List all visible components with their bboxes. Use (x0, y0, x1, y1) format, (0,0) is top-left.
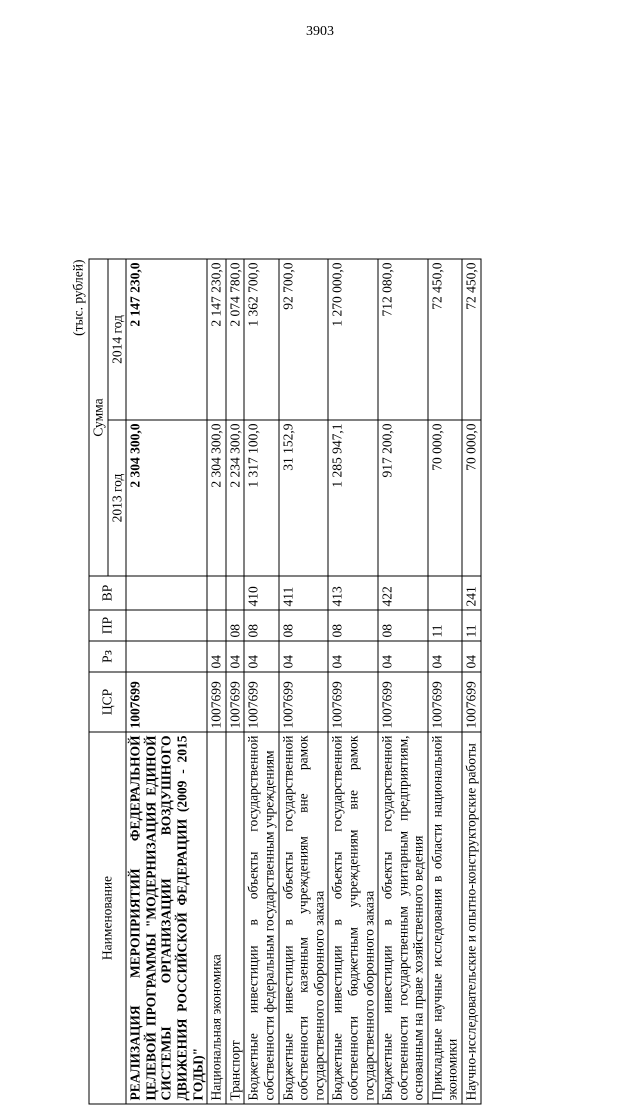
header-rz: Рз (89, 641, 126, 672)
row-vr (207, 576, 226, 610)
row-rz: 04 (279, 641, 329, 672)
row-2014: 2 074 780,0 (226, 259, 245, 420)
row-pr: 08 (244, 610, 278, 641)
row-rz: 04 (378, 641, 428, 672)
row-name: РЕАЛИЗАЦИЯ МЕРОПРИЯТИЙ ФЕДЕРАЛЬНОЙ ЦЕЛЕВОЙ ПРОГРАММЫ "МОДЕРНИЗАЦИЯ ЕДИНОЙ СИСТЕМЫ ОРГАНИЗАЦИИ ВОЗДУШНОГО ДВИЖЕНИЯ РОССИЙСКОЙ ФЕДЕРАЦИИ (2009 - 2015 ГОДЫ)" (126, 732, 207, 1104)
row-2013: 917 200,0 (378, 420, 428, 576)
row-vr (226, 576, 245, 610)
header-csr: ЦСР (89, 672, 126, 732)
row-rz: 04 (207, 641, 226, 672)
row-2014: 1 362 700,0 (244, 259, 278, 420)
row-2013: 2 304 300,0 (207, 420, 226, 576)
row-2013: 2 304 300,0 (126, 420, 207, 576)
header-2014: 2014 год (108, 259, 127, 420)
row-pr: 11 (462, 610, 481, 641)
table-row (226, 259, 245, 1104)
units-label: (тыс. рублей) (70, 259, 86, 336)
row-2013: 2 234 300,0 (226, 420, 245, 576)
table-body (126, 259, 480, 1104)
row-2013: 1 317 100,0 (244, 420, 278, 576)
row-name: Бюджетные инвестиции в объекты государственной собственности государственным унитарным предприятиям, основанным на праве хозяйственного ведения (378, 732, 428, 1104)
row-vr (126, 576, 207, 610)
row-rz: 04 (328, 641, 378, 672)
row-2014: 2 147 230,0 (126, 259, 207, 420)
row-csr: 1007699 (328, 672, 378, 732)
row-2014: 72 450,0 (462, 259, 481, 420)
table-row (328, 259, 378, 1104)
row-pr: 08 (226, 610, 245, 641)
row-pr: 11 (428, 610, 462, 641)
table-row (428, 259, 462, 1104)
row-name: Научно-исследовательские и опытно-конструкторские работы (462, 732, 481, 1104)
row-2013: 70 000,0 (462, 420, 481, 576)
row-pr: 08 (328, 610, 378, 641)
row-rz: 04 (428, 641, 462, 672)
row-2014: 92 700,0 (279, 259, 329, 420)
row-csr: 1007699 (279, 672, 329, 732)
header-name: Наименование (89, 732, 126, 1104)
row-csr: 1007699 (428, 672, 462, 732)
row-csr: 1007699 (126, 672, 207, 732)
row-csr: 1007699 (244, 672, 278, 732)
page-number: 3903 (306, 24, 334, 39)
row-2014: 1 270 000,0 (328, 259, 378, 420)
row-vr: 422 (378, 576, 428, 610)
row-2014: 72 450,0 (428, 259, 462, 420)
row-vr: 411 (279, 576, 329, 610)
header-pr: ПР (89, 610, 126, 641)
header-vr: ВР (89, 576, 126, 610)
row-2013: 31 152,9 (279, 420, 329, 576)
row-pr: 08 (279, 610, 329, 641)
row-csr: 1007699 (462, 672, 481, 732)
table-row (244, 259, 278, 1104)
row-rz: 04 (462, 641, 481, 672)
row-rz: 04 (226, 641, 245, 672)
row-2014: 712 080,0 (378, 259, 428, 420)
row-name: Национальная экономика (207, 732, 226, 1104)
header-2013: 2013 год (108, 420, 127, 576)
table-row (378, 259, 428, 1104)
row-vr: 410 (244, 576, 278, 610)
row-rz (126, 641, 207, 672)
table-row (207, 259, 226, 1104)
rotated-table-sheet (71, 260, 591, 1105)
row-2013: 70 000,0 (428, 420, 462, 576)
row-name: Прикладные научные исследования в области национальной экономики (428, 732, 462, 1104)
row-2013: 1 285 947,1 (328, 420, 378, 576)
table-row (126, 259, 207, 1104)
row-name: Бюджетные инвестиции в объекты государственной собственности бюджетным учреждениям вне рамок государственного оборонного заказа (328, 732, 378, 1104)
row-vr: 241 (462, 576, 481, 610)
row-csr: 1007699 (226, 672, 245, 732)
row-name: Транспорт (226, 732, 245, 1104)
row-pr (126, 610, 207, 641)
table-row (279, 259, 329, 1104)
row-pr (207, 610, 226, 641)
row-name: Бюджетные инвестиции в объекты государственной собственности казенным учреждениям вне рамок государственного оборонного заказа (279, 732, 329, 1104)
row-pr: 08 (378, 610, 428, 641)
row-vr (428, 576, 462, 610)
row-name: Бюджетные инвестиции в объекты государственной собственности федеральным государственным учреждениям (244, 732, 278, 1104)
row-vr: 413 (328, 576, 378, 610)
header-sum: Сумма (89, 259, 108, 576)
row-csr: 1007699 (207, 672, 226, 732)
row-rz: 04 (244, 641, 278, 672)
row-2014: 2 147 230,0 (207, 259, 226, 420)
table-row (462, 259, 481, 1104)
row-csr: 1007699 (378, 672, 428, 732)
budget-table (89, 258, 482, 1104)
